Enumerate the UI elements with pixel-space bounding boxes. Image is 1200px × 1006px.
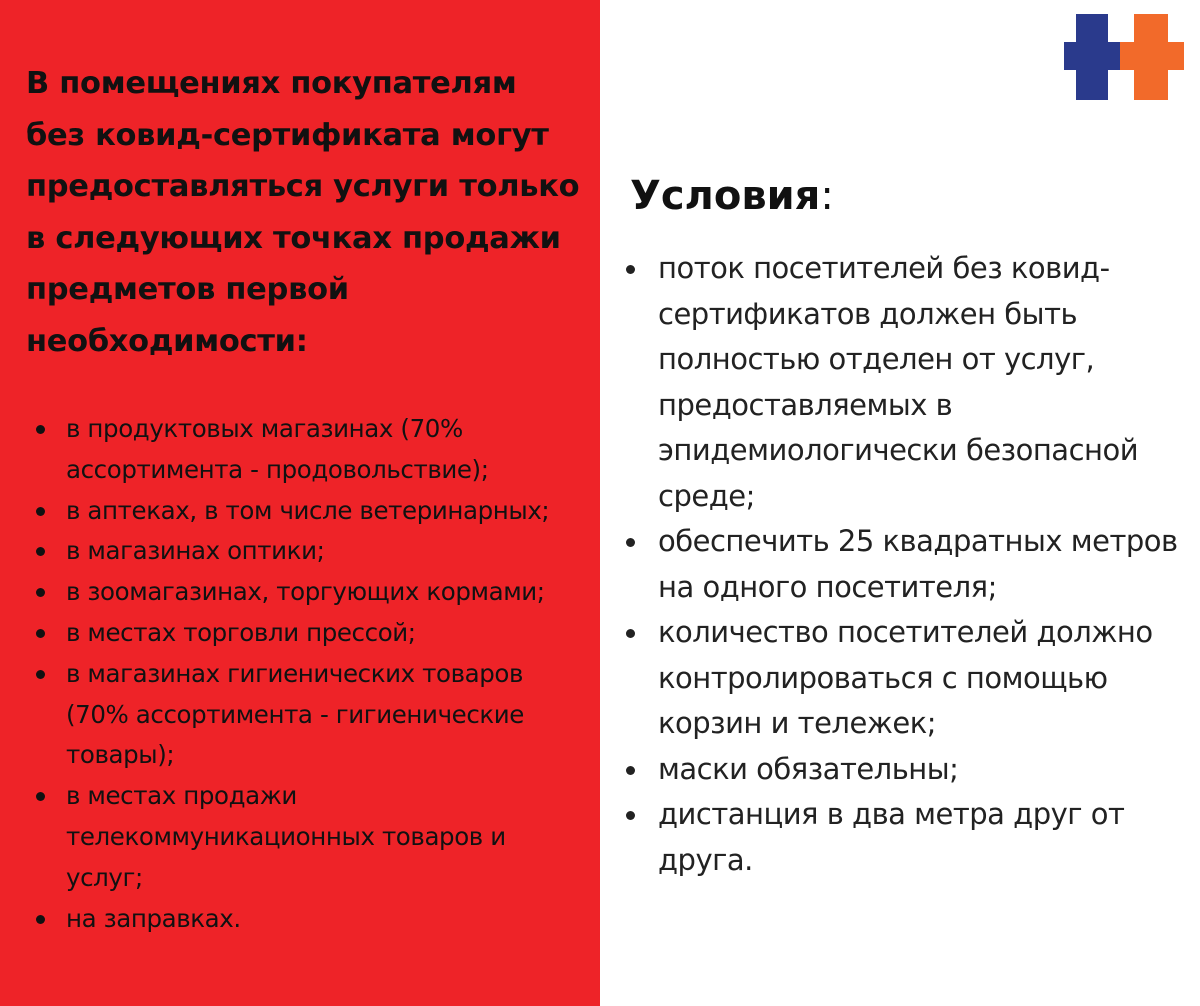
list-item: на заправках. xyxy=(26,899,580,940)
list-item: в зоомагазинах, торгующих кормами; xyxy=(26,572,580,613)
right-panel xyxy=(600,0,1200,1006)
cross-logo-icon xyxy=(1064,12,1184,102)
list-item: в магазинах оптики; xyxy=(26,531,580,572)
logo-orange-shape xyxy=(1120,14,1184,100)
list-item: в аптеках, в том числе ветеринарных; xyxy=(26,491,580,532)
list-item: в магазинах гигиенических товаров (70% ассортимента - гигиенические товары); xyxy=(26,654,580,776)
left-heading: В помещениях покупателям без ковид-сертификата могут предоставляться услуги только в следующих точках продажи предметов первой необходимости: xyxy=(26,66,580,359)
logo-blue-shape xyxy=(1064,14,1126,100)
conditions-title xyxy=(630,168,1180,224)
list-item: в местах торговли прессой; xyxy=(26,613,580,654)
list-item: в местах продажи телекоммуникационных товаров и услуг; xyxy=(26,776,580,898)
list-item: поток посетителей без ковид-сертификатов должен быть полностью отделен от услуг, предоставляемых в эпидемиологически безопасной среде; xyxy=(622,246,1180,519)
conditions-title-colon: : xyxy=(820,173,834,219)
store-list xyxy=(26,409,580,939)
list-item: в продуктовых магазинах (70% ассортимента - продовольствие); xyxy=(26,409,580,491)
list-item: маски обязательны; xyxy=(622,747,1180,793)
list-item: дистанция в два метра друг от друга. xyxy=(622,792,1180,883)
conditions-list xyxy=(622,246,1180,883)
conditions-title-text: Условия xyxy=(630,173,821,219)
list-item: обеспечить 25 квадратных метров на одного посетителя; xyxy=(622,519,1180,610)
list-item: количество посетителей должно контролироваться с помощью корзин и тележек; xyxy=(622,610,1180,747)
